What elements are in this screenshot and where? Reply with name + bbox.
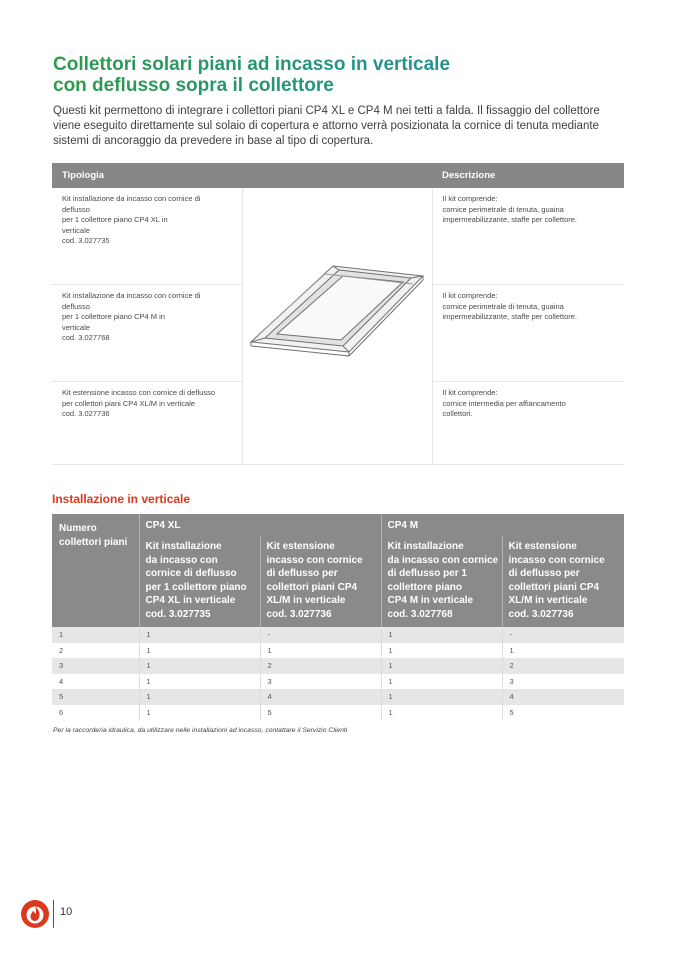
table-cell: 1 — [139, 643, 260, 659]
table-cell: - — [260, 627, 381, 643]
table-cell: 2 — [260, 658, 381, 674]
kit-image-cell — [242, 188, 432, 465]
kit-tipologia-cell — [52, 382, 242, 465]
header-text-line: Numero — [59, 523, 97, 534]
kit-header-image — [242, 163, 432, 188]
installation-table — [52, 514, 624, 720]
kit-text-line: deflusso — [62, 204, 90, 214]
page-title-line2: con deflusso sopra il collettore — [53, 75, 334, 96]
table-cell: 1 — [381, 674, 502, 690]
kit-text-line: impermeabilizzante, staffe per collettore. — [442, 215, 578, 224]
header-text-line: cod. 3.027735 — [145, 608, 211, 620]
table-cell: 4 — [260, 689, 381, 705]
kit-text-line: per collettori piani CP4 XL/M in verticale — [62, 398, 195, 408]
header-text-line: collettore piano — [387, 581, 462, 593]
table-row — [52, 643, 624, 659]
kit-text-line: verticale — [62, 225, 90, 235]
table-cell: 1 — [502, 643, 624, 659]
kit-text-line: impermeabilizzante, staffe per collettore. — [442, 312, 578, 321]
kit-text-line: per 1 collettore piano CP4 XL in — [62, 215, 168, 224]
header-text-line: da incasso con — [145, 554, 218, 566]
intro-paragraph: Questi kit permettono di integrare i collettori piani CP4 XL e CP4 M nei tetti a falda. Il fissaggio del collettore viene eseguito direttamente sul solaio di copertura e attorno verrà posizionata la cornice di tenuta mediante sistemi di ancoraggio da prevedere in base al tipo di copertura. — [53, 105, 600, 147]
table-cell: 1 — [139, 705, 260, 721]
header-text-line: collettori piani CP4 — [508, 581, 600, 593]
installation-header-group-row — [52, 514, 624, 536]
kit-text-line: per 1 collettore piano CP4 M in — [62, 312, 165, 321]
kit-text-line: deflusso — [62, 301, 90, 311]
kit-table-header — [52, 163, 624, 188]
table-cell: 5 — [260, 705, 381, 721]
kit-text-line: Kit estensione incasso con cornice di deflusso — [62, 388, 216, 397]
table-cell: 1 — [139, 658, 260, 674]
header-text-line: cod. 3.027736 — [508, 608, 574, 620]
table-cell: 3 — [260, 674, 381, 690]
header-text-line: collettori piani CP4 — [266, 581, 358, 593]
table-cell: 1 — [381, 689, 502, 705]
table-cell: 1 — [139, 674, 260, 690]
header-text-line: di deflusso per — [508, 568, 580, 579]
flame-logo-icon — [20, 899, 50, 929]
header-text-line: Kit estensione — [508, 541, 577, 552]
header-xl-kit-installazione — [139, 536, 260, 627]
table-row — [52, 658, 624, 674]
kit-text-line: cod. 3.027736 — [62, 409, 110, 418]
kit-table — [52, 163, 624, 465]
header-text-line: incasso con cornice — [508, 554, 605, 566]
table-cell: 5 — [52, 689, 139, 705]
header-text-line: cod. 3.027736 — [266, 608, 332, 620]
table-cell: - — [502, 627, 624, 643]
header-numero-collettori — [52, 514, 139, 627]
header-text-line: da incasso con cornice — [387, 554, 499, 566]
header-text-line: cod. 3.027768 — [387, 608, 453, 620]
kit-tipologia-cell — [52, 285, 242, 382]
page-title — [53, 54, 653, 96]
table-cell: 1 — [139, 627, 260, 643]
table-row — [52, 674, 624, 690]
header-text-line: incasso con cornice — [266, 554, 363, 566]
header-text-line: per 1 collettore piano — [145, 581, 247, 593]
table-cell: 1 — [381, 643, 502, 659]
header-group-cp4-xl: CP4 XL — [139, 514, 381, 536]
header-text-line: cornice di deflusso — [145, 568, 237, 579]
table-cell: 1 — [260, 643, 381, 659]
kit-text-line: cod. 3.027768 — [62, 333, 110, 342]
kit-text-line: collettori. — [442, 409, 473, 418]
table-cell: 3 — [502, 674, 624, 690]
kit-text-line: verticale — [62, 322, 90, 332]
table-row — [52, 627, 624, 643]
kit-header-descrizione: Descrizione — [432, 163, 624, 188]
table-cell: 1 — [381, 658, 502, 674]
header-m-kit-estensione — [502, 536, 624, 627]
kit-text-line: Kit installazione da incasso con cornice di — [62, 194, 201, 203]
section-title: Installazione in verticale — [52, 492, 191, 506]
kit-tipologia-cell — [52, 188, 242, 285]
kit-text-line: cod. 3.027735 — [62, 236, 110, 245]
header-text-line: CP4 XL in verticale — [145, 595, 236, 606]
table-cell: 2 — [52, 643, 139, 659]
table-row — [52, 689, 624, 705]
kit-text-line: Il kit comprende: — [442, 291, 498, 300]
header-group-cp4-m: CP4 M — [381, 514, 624, 536]
header-m-kit-installazione — [381, 536, 502, 627]
collector-frame-illustration — [243, 196, 433, 452]
footer-divider — [53, 900, 54, 928]
table-cell: 4 — [502, 689, 624, 705]
header-text-line: Kit installazione — [387, 541, 464, 552]
table-cell: 1 — [52, 627, 139, 643]
table-cell: 5 — [502, 705, 624, 721]
kit-text-line: cornice perimetrale di tenuta, guaina — [442, 301, 564, 311]
table-cell: 2 — [502, 658, 624, 674]
kit-text-line: Kit installazione da incasso con cornice di — [62, 291, 201, 300]
header-xl-kit-estensione — [260, 536, 381, 627]
kit-text-line: Il kit comprende: — [442, 388, 498, 397]
page-number: 10 — [60, 906, 73, 918]
header-text-line: XL/M in verticale — [266, 595, 346, 606]
header-text-line: CP4 M in verticale — [387, 595, 474, 606]
footnote: Per la raccorderia idraulica, da utilizzare nelle installazioni ad incasso, contattare il Servizio Clienti — [53, 727, 348, 734]
table-cell: 6 — [52, 705, 139, 721]
kit-row — [52, 188, 624, 285]
header-text-line: Kit installazione — [145, 541, 222, 552]
page-title-line1: Collettori solari piani ad incasso in verticale — [53, 54, 451, 75]
table-cell: 4 — [52, 674, 139, 690]
table-cell: 3 — [52, 658, 139, 674]
header-text-line: XL/M in verticale — [508, 595, 588, 606]
kit-text-line: Il kit comprende: — [442, 194, 498, 203]
header-text-line: collettori piani — [59, 536, 128, 548]
table-cell: 1 — [139, 689, 260, 705]
kit-text-line: cornice intermedia per affiancamento — [442, 398, 566, 408]
kit-descrizione-cell — [432, 188, 624, 285]
kit-descrizione-cell — [432, 382, 624, 465]
kit-header-tipologia: Tipologia — [52, 163, 242, 188]
table-cell: 1 — [381, 705, 502, 721]
header-text-line: di deflusso per 1 — [387, 568, 467, 579]
table-cell: 1 — [381, 627, 502, 643]
kit-descrizione-cell — [432, 285, 624, 382]
header-text-line: di deflusso per — [266, 568, 338, 579]
kit-text-line: cornice perimetrale di tenuta, guaina — [442, 204, 564, 214]
table-row — [52, 705, 624, 721]
header-text-line: Kit estensione — [266, 541, 335, 552]
